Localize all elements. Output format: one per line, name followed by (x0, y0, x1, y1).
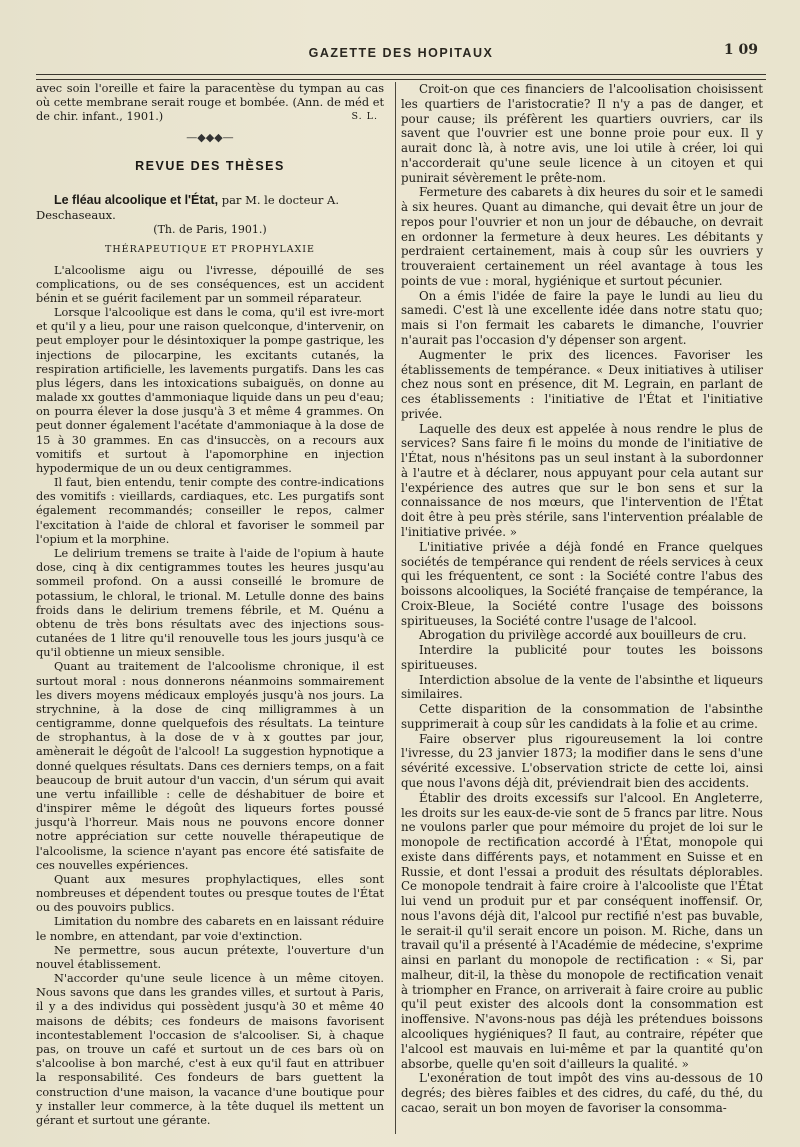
body-paragraph: Cette disparition de la consommation de l'absinthe supprimerait à coup sûr les candidats à la folie et au crime. (401, 702, 763, 731)
body-paragraph: On a émis l'idée de faire la paye le lundi au lieu du samedi. C'est là une excellente idée dans notre statu quo; mais si l'on fermait les cabarets le dimanche, l'ouvrier n'aurait pas l'occasion d'y dépenser son argent. (401, 288, 763, 348)
body-paragraph: Fermeture des cabarets à dix heures du soir et le samedi à six heures. Quant au dimanche, qui devait être un jour de repos pour l'ouvrier et non un jour de débauche, on devrait en ordonner la fermeture à deux heures. Les débitants y perdraient certainement, mais à coup sûr les ouvriers y trouveraient certainement un réel avantage à tous les points de vue : moral, hygiénique et surtout pécunier. (401, 185, 763, 288)
header-rule-bottom (36, 79, 766, 80)
body-paragraph: Limitation du nombre des cabarets en en laissant réduire le nombre, en attendant, par voie d'extinction. (36, 915, 384, 943)
body-paragraph: L'alcoolisme aigu ou l'ivresse, dépouillé de ses complications, ou de ses conséquences, est un accident bénin et se guérit facilement par un sommeil réparateur. (36, 263, 384, 305)
body-paragraph: Interdiction absolue de la vente de l'absinthe et liqueurs similaires. (401, 672, 763, 702)
intro-signature: S. L. (351, 111, 378, 123)
article-subheading: THÉRAPEUTIQUE ET PROPHYLAXIE (105, 244, 315, 256)
left-column (36, 82, 384, 1128)
article-title: Le fléau alcoolique et l'État, (54, 192, 219, 207)
journal-title: GAZETTE DES HOPITAUX (308, 46, 494, 60)
body-paragraph: Quant aux mesures prophylactiques, elles sont nombreuses et dépendent toutes ou presque toutes de l'État ou des pouvoirs publics. (36, 872, 384, 915)
article-heading (36, 193, 384, 223)
body-paragraph: Interdire la publicité pour toutes les boissons spiritueuses. (401, 643, 763, 672)
body-paragraph: Laquelle des deux est appelée à nous rendre le plus de services? Sans faire fi le moins du monde de l'initiative de l'État, nous n'hésitons pas un seul instant à la subordonner à l'autre et à déclarer, nous appuyant pour cela autant sur l'expérience des autres que sur le bon sens et sur la connaissance de nos mœurs, que l'intervention de l'État doit être à peu près stérile, sans l'intervention préalable de l'initiative privée. » (401, 421, 763, 539)
header-rule-top (36, 74, 766, 75)
body-paragraph: Abrogation du privilège accordé aux bouilleurs de cru. (419, 628, 747, 643)
article-byline: par M. le docteur A. Deschaseaux. (36, 192, 339, 223)
body-paragraph: Quant au traitement de l'alcoolisme chronique, il est surtout moral : nous donnerons néanmoins sommairement les divers moyens médicaux employés jusqu'à nos jours. La strychnine, à la dose de cinq milligrammes à un centigramme, donne quelquefois des résultats. La teinture de strophantus, à la dose de v à x gouttes par jour, amènerait le dégoût de l'alcool! La suggestion hypnotique a donné quelques résultats. Dans ces derniers temps, on a fait beaucoup de bruit autour d'un vaccin, d'un sérum qui avait une vertu infaillible : celle de déshabituer de boire et d'inspirer même le dégoût des liqueurs fortes poussé jusqu'à l'horreur. Mais nous ne pouvons encore donner notre appréciation sur cette nouvelle thérapeutique de l'alcoolisme, la science n'ayant pas encore été satisfaite de ces nouvelles expériences. (36, 660, 384, 872)
body-paragraph: N'accorder qu'une seule licence à un même citoyen. Nous savons que dans les grandes villes, et surtout à Paris, il y a des individus qui possèdent jusqu'à 30 et même 40 maisons de débits; ces fondeurs de maisons favorisent incontestablement l'occasion de s'alcooliser. Si, à chaque pas, on trouve un café et surtout un de ces bars où on s'alcoolise à bon marché, c'est à eux qu'il faut en attribuer la responsabilité. Ces fondeurs de bars guettent la construction d'une maison, la vacance d'une boutique pour y installer leur commerce, à la tête duquel ils mettent un gérant et surtout une gérante. (36, 972, 384, 1127)
page-header (36, 40, 766, 68)
section-ornament: —◆◆◆— (186, 130, 234, 144)
page-number: 1 09 (723, 42, 758, 58)
body-paragraph: Le delirium tremens se traite à l'aide de l'opium à haute dose, cinq à dix centigrammes toutes les heures jusqu'au sommeil profond. On a aussi conseillé le bromure de potassium, le chloral, le trional. M. Letulle donne des bains froids dans le delirium tremens fébrile, et M. Quénu a obtenu de très bons résultats avec des injections sous-cutanées de 1 litre qu'il renouvelle tous les jours jusqu'à ce qu'il obtienne un mieux sensible. (36, 546, 384, 660)
right-column (401, 82, 763, 1116)
intro-paragraph (36, 82, 384, 125)
column-divider (395, 82, 396, 1134)
body-paragraph: Ne permettre, sous aucun prétexte, l'ouverture d'un nouvel établissement. (36, 943, 384, 971)
intro-text: avec soin l'oreille et faire la paracentèse du tympan au cas où cette membrane serait rouge et bombée. (Ann. de méd et de chir. infant., 1901.) (36, 82, 384, 124)
body-paragraph: Augmenter le prix des licences. Favoriser les établissements de tempérance. « Deux initiatives à utiliser chez nous sont en présence, dit M. Legrain, en parlant de ces établissements : l'initiative de l'État et l'initiative privée. (401, 347, 763, 421)
body-paragraph: L'initiative privée a déjà fondé en France quelques sociétés de tempérance qui rendent de réels services à ceux qui les fréquentent, ce sont : la Société contre l'abus des boissons alcooliques, la Société française de tempérance, la Croix-Bleue, la Société contre l'usage des boissons spiritueuses, la Société contre l'usage de l'alcool. (401, 539, 763, 628)
body-paragraph: Faire observer plus rigoureusement la loi contre l'ivresse, du 23 janvier 1873; la modifier dans le sens d'une sévérité excessive. L'observation stricte de cette loi, ainsi que nous l'avons déjà dit, préviendrait bien des accidents. (401, 731, 763, 790)
article-thesis-ref: (Th. de Paris, 1901.) (153, 223, 267, 237)
body-paragraph: Lorsque l'alcoolique est dans le coma, qu'il est ivre-mort et qu'il y a lieu, pour une raison quelconque, d'intervenir, on peut employer pour le désintoxiquer la pompe gastrique, les injections de pilocarpine, les excitants cutanés, la respiration artificielle, les lavements purgatifs. Dans les cas plus légers, dans les intoxications subaiguës, on donne au malade xx gouttes d'ammoniaque liquide dans un peu d'eau; on pourra élever la dose jusqu'à 3 et même 4 grammes. On peut donner également l'acétate d'ammoniaque à la dose de 15 à 30 grammes. En cas d'insuccès, on a recours aux vomitifs et surtout à l'apomorphine en injection hypodermique de un ou deux centigrammes. (36, 306, 384, 475)
body-paragraph: Croit-on que ces financiers de l'alcoolisation choisissent les quartiers de l'aristocratie? Il n'y a pas de danger, et pour cause; ils préfèrent les quartiers ouvriers, car ils savent que l'ouvrier est une bonne proie pour eux. Il y aurait donc là, à notre avis, une loi utile à créer, loi qui n'accorderait qu'une seule licence à un citoyen et qui punirait sévèrement le prête-nom. (401, 82, 763, 185)
body-paragraph: Établir des droits excessifs sur l'alcool. En Angleterre, les droits sur les eaux-de-vie sont de 5 francs par litre. Nous ne voulons parler que pour mémoire du projet de loi sur le monopole de rectification accordé à l'État, monopole qui existe dans différents pays, et notamment en Suisse et en Russie, et dont l'essai a produit des résultats déplorables. Ce monopole tendrait à faire croire à l'alcooliste que l'État lui vend un produit pur et par conséquent inoffensif. Or, nous l'avons déjà dit, l'alcool pur rectifié n'est pas buvable, le serait-il qu'il serait encore un poison. M. Riche, dans un travail qu'il a présenté à l'Académie de médecine, s'exprime ainsi en parlant du monopole de rectification : « Si, par malheur, dit-il, la thèse du monopole de rectification venait à triompher en France, on arriverait à faire croire au public qu'il peut exister des alcools dont la consommation est inoffensive. N'avons-nous pas déjà les prétendues boissons alcooliques hygiéniques? Il faut, au contraire, répéter que l'alcool est mauvais en lui-même et par la quantité qu'on absorbe, quelle qu'en soit d'ailleurs la qualité. » (401, 790, 763, 1071)
section-title: REVUE DES THÈSES (135, 158, 285, 173)
body-paragraph: Il faut, bien entendu, tenir compte des contre-indications des vomitifs : vieillards, cardiaques, etc. Les purgatifs sont également recommandés; conseiller le repos, calmer l'excitation à l'aide de chloral et favoriser le sommeil par l'opium et la morphine. (36, 476, 384, 546)
body-paragraph: L'exonération de tout impôt des vins au-dessous de 10 degrés; des bières faibles et des cidres, du café, du thé, du cacao, serait un bon moyen de favoriser la consomma- (401, 1071, 763, 1115)
